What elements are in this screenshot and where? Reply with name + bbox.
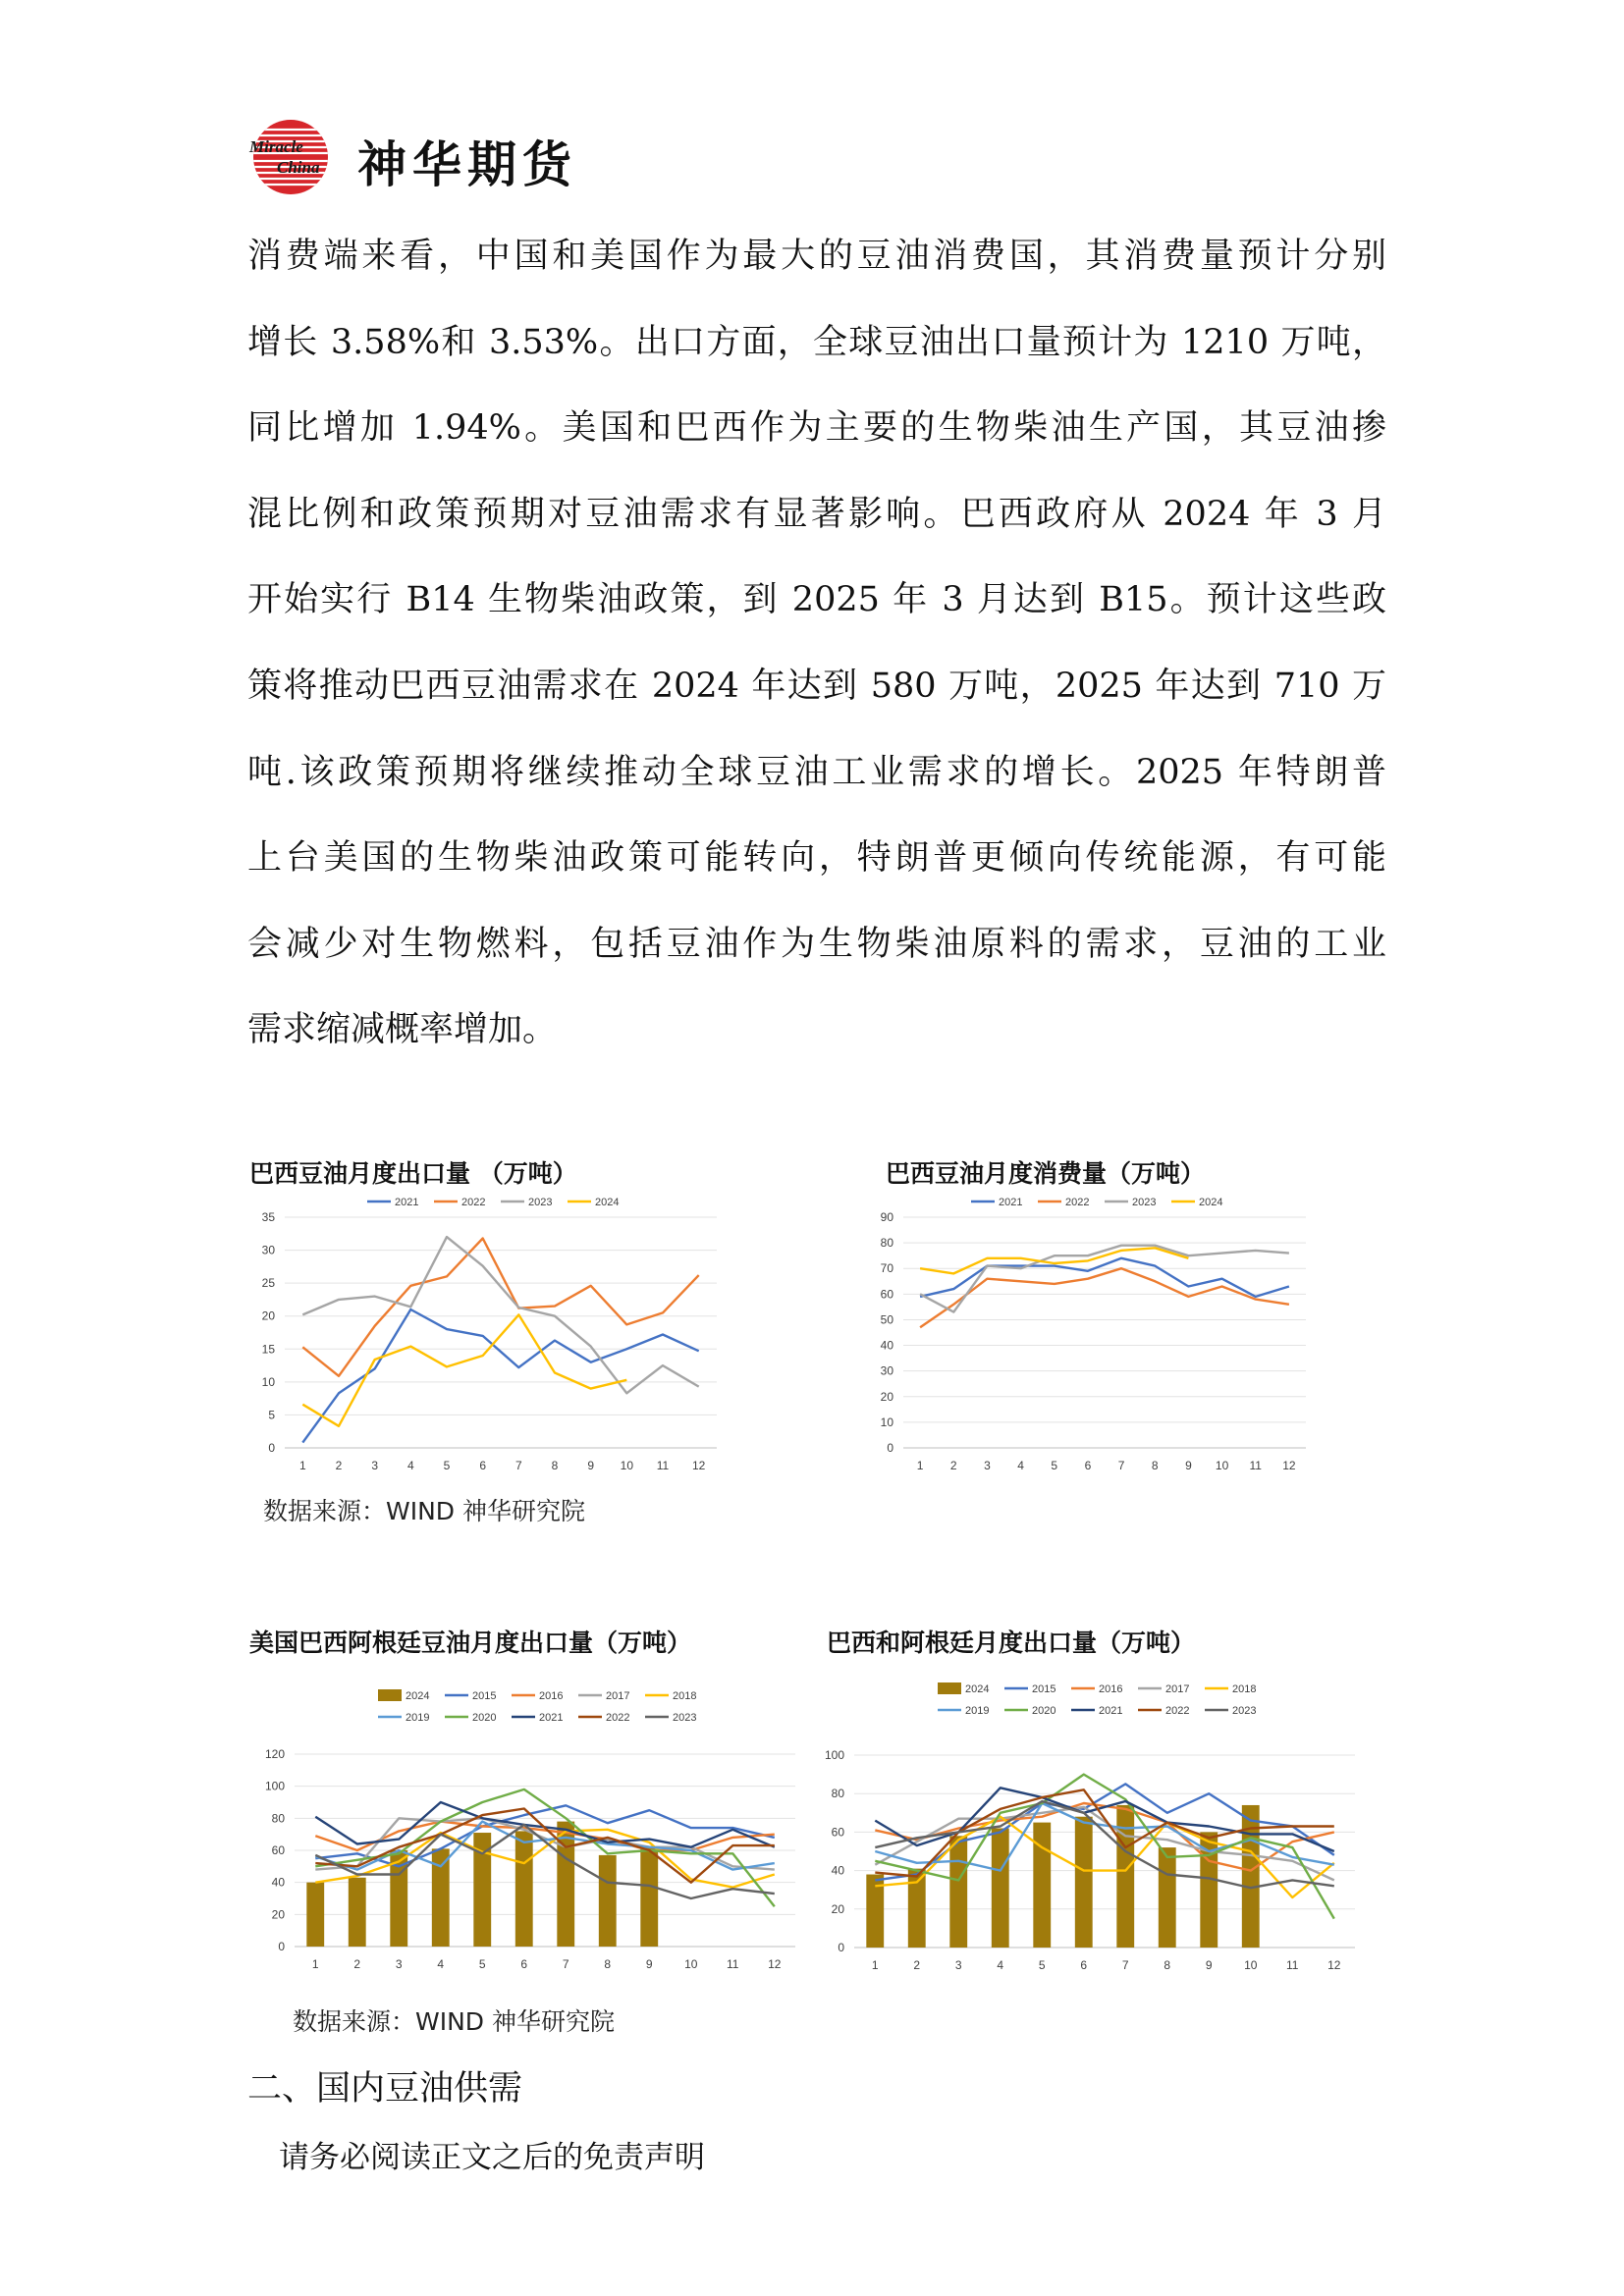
legend-label: 2024 — [406, 1690, 430, 1702]
y-tick-label: 80 — [880, 1236, 893, 1251]
bar-2024 — [1033, 1823, 1051, 1948]
y-tick-label: 20 — [271, 1907, 285, 1922]
y-tick-label: 20 — [831, 1901, 844, 1916]
x-tick-label: 5 — [1051, 1459, 1058, 1472]
x-tick-label: 10 — [620, 1459, 634, 1472]
legend-label: 2016 — [539, 1690, 564, 1702]
chart-brazil-soyoil-exports — [245, 1190, 736, 1484]
x-tick-label: 5 — [1038, 1958, 1046, 1972]
y-tick-label: 25 — [261, 1276, 275, 1291]
chart-3-title: 美国巴西阿根廷豆油月度出口量（万吨） — [249, 1629, 692, 1657]
legend-label: 2017 — [1165, 1683, 1190, 1695]
x-tick-label: 2 — [353, 1957, 361, 1971]
x-tick-label: 7 — [1117, 1459, 1125, 1472]
legend-label: 2023 — [1232, 1705, 1257, 1717]
legend-label: 2017 — [606, 1690, 630, 1702]
y-tick-label: 120 — [264, 1747, 285, 1761]
body-line: 策将推动巴西豆油需求在 2024 年达到 580 万吨，2025 年达到 710 万 — [247, 666, 1386, 706]
data-source-1: 数据来源：WIND 神华研究院 — [263, 1497, 585, 1525]
y-tick-label: 20 — [261, 1308, 275, 1323]
y-tick-label: 60 — [880, 1287, 893, 1302]
chart-brazil-soyoil-consumption — [864, 1190, 1335, 1484]
company-logo — [247, 116, 342, 198]
y-tick-label: 100 — [824, 1748, 844, 1762]
x-tick-label: 9 — [587, 1459, 595, 1472]
y-tick-label: 100 — [264, 1779, 285, 1793]
x-tick-label: 2 — [913, 1958, 921, 1972]
x-tick-label: 7 — [562, 1957, 569, 1971]
legend-label: 2021 — [999, 1197, 1023, 1208]
legend-label: 2015 — [472, 1690, 497, 1702]
x-tick-label: 11 — [1286, 1958, 1299, 1972]
legend-label: 2021 — [395, 1197, 419, 1208]
x-tick-label: 10 — [1244, 1958, 1258, 1972]
brand-name: 神华期货 — [357, 136, 577, 193]
body-paragraph — [247, 214, 1386, 1074]
x-tick-label: 8 — [551, 1459, 559, 1472]
x-tick-label: 9 — [1205, 1958, 1213, 1972]
x-tick-label: 1 — [916, 1459, 924, 1472]
bar-2024 — [515, 1831, 533, 1947]
y-tick-label: 80 — [831, 1787, 844, 1801]
x-tick-label: 6 — [1084, 1459, 1092, 1472]
body-line: 开始实行 B14 生物柴油政策，到 2025 年 3 月达到 B15。预计这些政 — [247, 580, 1386, 620]
bar-2024 — [1159, 1847, 1176, 1948]
body-line: 同比增加 1.94%。美国和巴西作为主要的生物柴油生产国，其豆油掺 — [247, 408, 1386, 449]
x-tick-label: 11 — [1249, 1459, 1262, 1472]
y-tick-label: 70 — [880, 1261, 893, 1276]
x-tick-label: 9 — [1185, 1459, 1192, 1472]
legend-label: 2023 — [673, 1712, 697, 1724]
body-line: 吨.该政策预期将继续推动全球豆油工业需求的增长。2025 年特朗普 — [247, 752, 1386, 792]
chart-brazil-argentina-exports — [815, 1677, 1384, 1981]
legend-label: 2022 — [1065, 1197, 1090, 1208]
x-tick-label: 8 — [604, 1957, 612, 1971]
body-line: 会减少对生物燃料，包括豆油作为生物柴油原料的需求，豆油的工业 — [247, 924, 1386, 964]
bar-2024 — [306, 1883, 324, 1947]
y-tick-label: 30 — [880, 1363, 893, 1378]
legend-label: 2019 — [406, 1712, 430, 1724]
legend-label: 2023 — [528, 1197, 553, 1208]
legend-label: 2024 — [595, 1197, 620, 1208]
y-tick-label: 5 — [268, 1408, 275, 1422]
y-tick-label: 90 — [880, 1210, 893, 1224]
legend-label: 2022 — [461, 1197, 486, 1208]
header — [247, 116, 837, 198]
legend-label: 2020 — [1032, 1705, 1056, 1717]
body-line: 上台美国的生物柴油政策可能转向，特朗普更倾向传统能源，有可能 — [247, 838, 1386, 879]
x-tick-label: 11 — [727, 1957, 739, 1971]
logo-text-china: China — [277, 158, 320, 177]
bar-2024 — [349, 1878, 366, 1947]
chart-4-title: 巴西和阿根廷月度出口量（万吨） — [827, 1629, 1196, 1657]
body-line: 混比例和政策预期对豆油需求有显著影响。巴西政府从 2024 年 3 月 — [247, 494, 1386, 534]
body-line: 消费端来看，中国和美国作为最大的豆油消费国，其消费量预计分别 — [247, 237, 1386, 276]
x-tick-label: 7 — [514, 1459, 522, 1472]
x-tick-label: 4 — [997, 1958, 1004, 1972]
y-tick-label: 50 — [880, 1312, 893, 1327]
data-source-2: 数据来源：WIND 神华研究院 — [293, 2007, 615, 2036]
bar-2024 — [908, 1869, 926, 1948]
series-line-2021 — [302, 1309, 698, 1443]
x-tick-label: 12 — [691, 1459, 706, 1472]
y-tick-label: 0 — [278, 1940, 285, 1953]
legend-label: 2021 — [1099, 1705, 1123, 1717]
x-tick-label: 5 — [443, 1459, 451, 1472]
bar-2024 — [992, 1828, 1009, 1948]
series-line-2023 — [302, 1237, 698, 1393]
y-tick-label: 60 — [271, 1843, 285, 1857]
x-tick-label: 4 — [406, 1459, 414, 1472]
legend-label: 2024 — [965, 1683, 990, 1695]
x-tick-label: 12 — [768, 1957, 782, 1971]
chart-us-brazil-argentina-exports — [245, 1683, 815, 1978]
x-tick-label: 3 — [984, 1459, 991, 1472]
series-line-2022 — [920, 1268, 1289, 1327]
legend-label: 2023 — [1132, 1197, 1157, 1208]
body-line: 增长 3.58%和 3.53%。出口方面，全球豆油出口量预计为 1210 万吨， — [247, 322, 1386, 362]
bar-2024 — [1242, 1805, 1260, 1948]
legend-label: 2024 — [1199, 1197, 1223, 1208]
y-tick-label: 10 — [261, 1374, 275, 1389]
chart-2-title: 巴西豆油月度消费量（万吨） — [886, 1159, 1206, 1188]
x-tick-label: 12 — [1327, 1958, 1341, 1972]
x-tick-label: 3 — [954, 1958, 962, 1972]
legend-label: 2022 — [606, 1712, 630, 1724]
legend-swatch — [938, 1682, 961, 1694]
logo-text-miracle: Miracle — [249, 137, 303, 156]
x-tick-label: 1 — [298, 1459, 306, 1472]
legend-label: 2018 — [1232, 1683, 1257, 1695]
x-tick-label: 6 — [479, 1459, 487, 1472]
legend-label: 2020 — [472, 1712, 497, 1724]
y-tick-label: 30 — [261, 1243, 275, 1257]
legend-label: 2016 — [1099, 1683, 1123, 1695]
section-heading: 二、国内豆油供需 — [247, 2069, 523, 2109]
x-tick-label: 6 — [520, 1957, 528, 1971]
x-tick-label: 5 — [478, 1957, 486, 1971]
disclaimer-note: 请务必阅读正文之后的免责声明 — [279, 2140, 705, 2175]
x-tick-label: 6 — [1080, 1958, 1088, 1972]
series-line-2022 — [302, 1239, 698, 1376]
y-tick-label: 20 — [880, 1389, 893, 1404]
y-tick-label: 35 — [261, 1210, 275, 1224]
legend-label: 2021 — [539, 1712, 564, 1724]
y-tick-label: 15 — [261, 1342, 275, 1357]
y-tick-label: 80 — [271, 1811, 285, 1826]
bar-2024 — [1075, 1817, 1093, 1948]
x-tick-label: 8 — [1164, 1958, 1171, 1972]
y-tick-label: 10 — [880, 1415, 893, 1429]
x-tick-label: 1 — [311, 1957, 319, 1971]
x-tick-label: 7 — [1121, 1958, 1129, 1972]
y-tick-label: 0 — [268, 1441, 275, 1455]
y-tick-label: 40 — [271, 1875, 285, 1890]
y-tick-label: 40 — [831, 1863, 844, 1878]
x-tick-label: 11 — [656, 1459, 670, 1472]
legend-label: 2022 — [1165, 1705, 1190, 1717]
legend-label: 2019 — [965, 1705, 990, 1717]
bar-2024 — [640, 1847, 658, 1947]
x-tick-label: 2 — [335, 1459, 343, 1472]
body-line: 需求缩减概率增加。 — [247, 1010, 558, 1050]
y-tick-label: 60 — [831, 1825, 844, 1840]
x-tick-label: 3 — [395, 1957, 403, 1971]
x-tick-label: 4 — [1017, 1459, 1024, 1472]
x-tick-label: 8 — [1151, 1459, 1159, 1472]
legend-label: 2018 — [673, 1690, 697, 1702]
x-tick-label: 9 — [645, 1957, 653, 1971]
bar-2024 — [599, 1855, 617, 1947]
x-tick-label: 4 — [437, 1957, 445, 1971]
x-tick-label: 10 — [1215, 1459, 1229, 1472]
series-line-2024 — [920, 1248, 1188, 1273]
x-tick-label: 12 — [1282, 1459, 1296, 1472]
y-tick-label: 0 — [838, 1941, 844, 1954]
chart-1-title: 巴西豆油月度出口量 （万吨） — [249, 1159, 577, 1188]
x-tick-label: 2 — [949, 1459, 957, 1472]
legend-swatch — [378, 1689, 402, 1701]
legend-label: 2015 — [1032, 1683, 1056, 1695]
x-tick-label: 10 — [684, 1957, 698, 1971]
y-tick-label: 0 — [887, 1441, 893, 1455]
x-tick-label: 3 — [371, 1459, 379, 1472]
bar-2024 — [949, 1836, 967, 1948]
y-tick-label: 40 — [880, 1338, 893, 1353]
x-tick-label: 1 — [871, 1958, 879, 1972]
